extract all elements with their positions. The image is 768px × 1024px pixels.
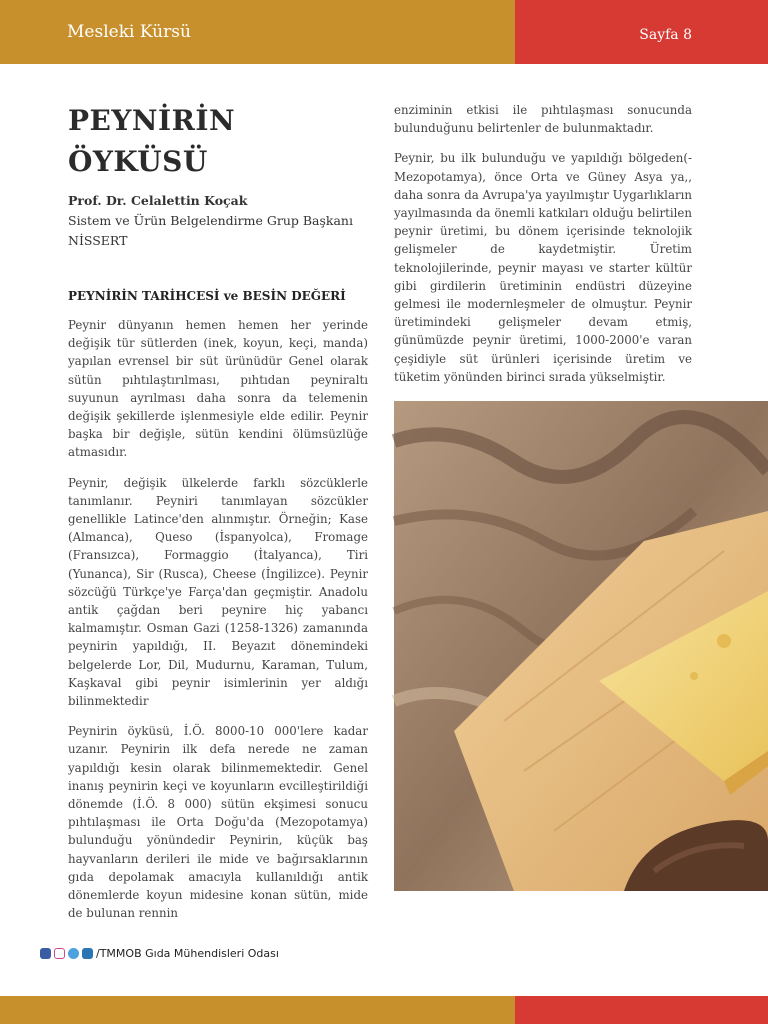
footer-bar-gold	[0, 996, 515, 1024]
instagram-icon[interactable]	[54, 948, 65, 959]
article-title	[68, 100, 368, 182]
twitter-icon[interactable]	[68, 948, 79, 959]
cheese-illustration	[394, 401, 768, 891]
footer	[40, 944, 279, 962]
paragraph: Peynir, bu ilk bulunduğu ve yapıldığı bölgeden(-Mezopotamya), önce Orta ve Güney Asya ya,, daha sonra da Avrupa'ya yayılmıştır Uygarlıkların yayılmasında da önemli katkıları olduğu belirtilen peynir üretimi, bu dönem içerisinde teknolojik gelişmeler de kaydetmiştir. Üretim teknolojilerinde, peynir mayası ve starter kültür gibi girdilerin üretiminin endüstri düzeyine gelmesi ile modernleşmeler de olmuştur. Peynir üretimindeki gelişmeler devam etmiş, günümüzde peynir üretimi, 1000-2000'e varan çeşidiyle süt ürünleri içerisinde üretim ve tüketim yönünden birinci sırada yükselmiştir.	[394, 151, 692, 384]
paragraph: Peynir dünyanın hemen hemen her yerinde değişik tür sütlerden (inek, koyun, keçi, manda) yapılan evrensel bir süt ürünüdür Genel olarak sütün pıhtılaştırılması, pıhtıdan peyniraltı suyunun ayrılması daha sonra da telemenin değişik şekillerde işlenmesiyle elde edilir. Peynir başka bir değişle, sütün kendini ölümsüzlüğe atmasıdır.	[68, 318, 368, 460]
article-title-line-2: ÖYKÜSÜ	[68, 145, 208, 178]
paragraph: Peynir, değişik ülkelerde farklı sözcüklerle tanımlanır. Peyniri tanımlayan sözcükler genellikle Latince'den alınmıştır. Örneğin; Kase (Almanca), Queso (İspanyolca), Fromage (Fransızca), Formaggio (İtalyanca), Tiri (Yunanca), Sir (Rusca), Cheese (İngilizce). Peynir sözcüğü Türkçe'ye Farça'dan geçmiştir. Anadolu antik çağdan beri peynire hiç yabancı kalmamıştır. Osman Gazi (1258-1326) zamanında peynirin yapıldığı, II. Beyazıt dönemindeki belgelerde Lor, Dil, Mudurnu, Karaman, Tulum, Kaşkaval gibi peynir isimlerinin yer aldığı bilinmektedir	[68, 475, 368, 709]
organization-name: /TMMOB Gıda Mühendisleri Odası	[96, 946, 279, 960]
page-number: Sayfa 8	[639, 27, 692, 43]
author-organization: NİSSERT	[68, 233, 128, 248]
cheese-photo	[394, 401, 768, 891]
section-heading: PEYNİRİN TARİHCESİ ve BESİN DEĞERİ	[68, 289, 346, 303]
cheese-hole	[690, 672, 698, 680]
right-column	[394, 101, 692, 393]
linkedin-icon[interactable]	[82, 948, 93, 959]
left-column	[68, 316, 368, 921]
author-role: Sistem ve Ürün Belgelendirme Grup Başkanı	[68, 213, 353, 228]
author-name: Prof. Dr. Celalettin Koçak	[68, 193, 248, 208]
footer-bar-red	[515, 996, 768, 1024]
section-title: Mesleki Kürsü	[67, 22, 191, 42]
author-block	[68, 192, 368, 252]
paragraph: Peynirin öyküsü, İ.Ö. 8000-10 000'lere kadar uzanır. Peynirin ilk defa nerede ne zaman yapıldığı kesin olarak bilinmemektedir. Genel inanış peynirin keçi ve koyunların evcilleştirildiği dönemde (İ.Ö. 8 000) sütün ekşimesi sonucu pıhtılaşması ile Orta Doğu'da (Mezopotamya) bulunduğu yönündedir Peynirin, küçük baş hayvanların derileri ile mide ve bağırsaklarının gıda depolamak amacıyla kullanıldığı antik dönemlerde koyun midesine konan sütün, mide de bulunan rennin	[68, 724, 368, 921]
facebook-icon[interactable]	[40, 948, 51, 959]
paragraph: enziminin etkisi ile pıhtılaşması sonucunda bulunduğunu belirtenler de bulunmaktadır.	[394, 103, 692, 136]
cheese-hole	[717, 634, 731, 648]
article-title-line-1: PEYNİRİN	[68, 104, 236, 137]
